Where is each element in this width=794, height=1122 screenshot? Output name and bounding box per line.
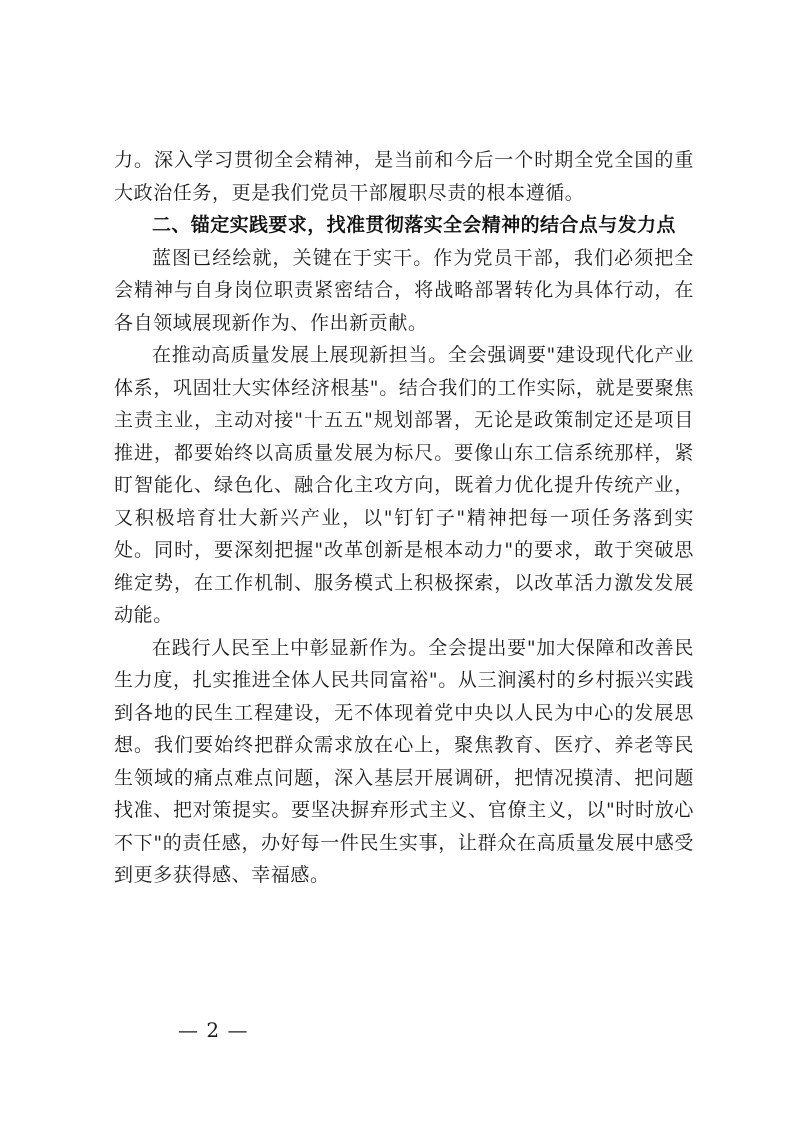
section-heading: 二、锚定实践要求，找准贯彻落实全会精神的结合点与发力点 xyxy=(152,214,676,236)
paragraph-development: 在推动高质量发展上展现新担当。全会强调要"建设现代化产业体系，巩固壮大实体经济根基"。结合我们的工作实际，就是要聚焦主责主业，主动对接"十五五"规划部署，无论是政策制定还是项目推进，都要始终以高质量发展为标尺。要像山东工信系统那样，紧盯智能化、绿色化、融合化主攻方向，既着力优化提升传统产业，又积极培育壮大新兴产业，以"钉钉子"精神把每一项任务落到实处。同时，要深刻把握"改革创新是根本动力"的要求，敢于突破思维定势，在工作机制、服务模式上积极探索，以改革活力激发发展动能。 xyxy=(114,344,694,626)
document-body xyxy=(114,144,694,892)
page-number: — 2 — xyxy=(178,1018,249,1042)
paragraph-intro: 蓝图已经绘就，关键在于实干。作为党员干部，我们必须把全会精神与自身岗位职责紧密结合，将战略部署转化为具体行动，在各自领域展现新作为、作出新贡献。 xyxy=(114,246,694,334)
paragraph-people: 在践行人民至上中彰显新作为。全会提出要"加大保障和改善民生力度，扎实推进全体人民共同富裕"。从三涧溪村的乡村振兴实践到各地的民生工程建设，无不体现着党中央以人民为中心的发展思想。我们要始终把群众需求放在心上，聚焦教育、医疗、养老等民生领域的痛点难点问题，深入基层开展调研，把情况摸清、把问题找准、把对策提实。要坚决摒弃形式主义、官僚主义，以"时时放心不下"的责任感，办好每一件民生实事，让群众在高质量发展中感受到更多获得感、幸福感。 xyxy=(114,636,694,886)
paragraph-continuation: 力。深入学习贯彻全会精神，是当前和今后一个时期全党全国的重大政治任务，更是我们党员干部履职尽责的根本遵循。 xyxy=(114,149,694,204)
